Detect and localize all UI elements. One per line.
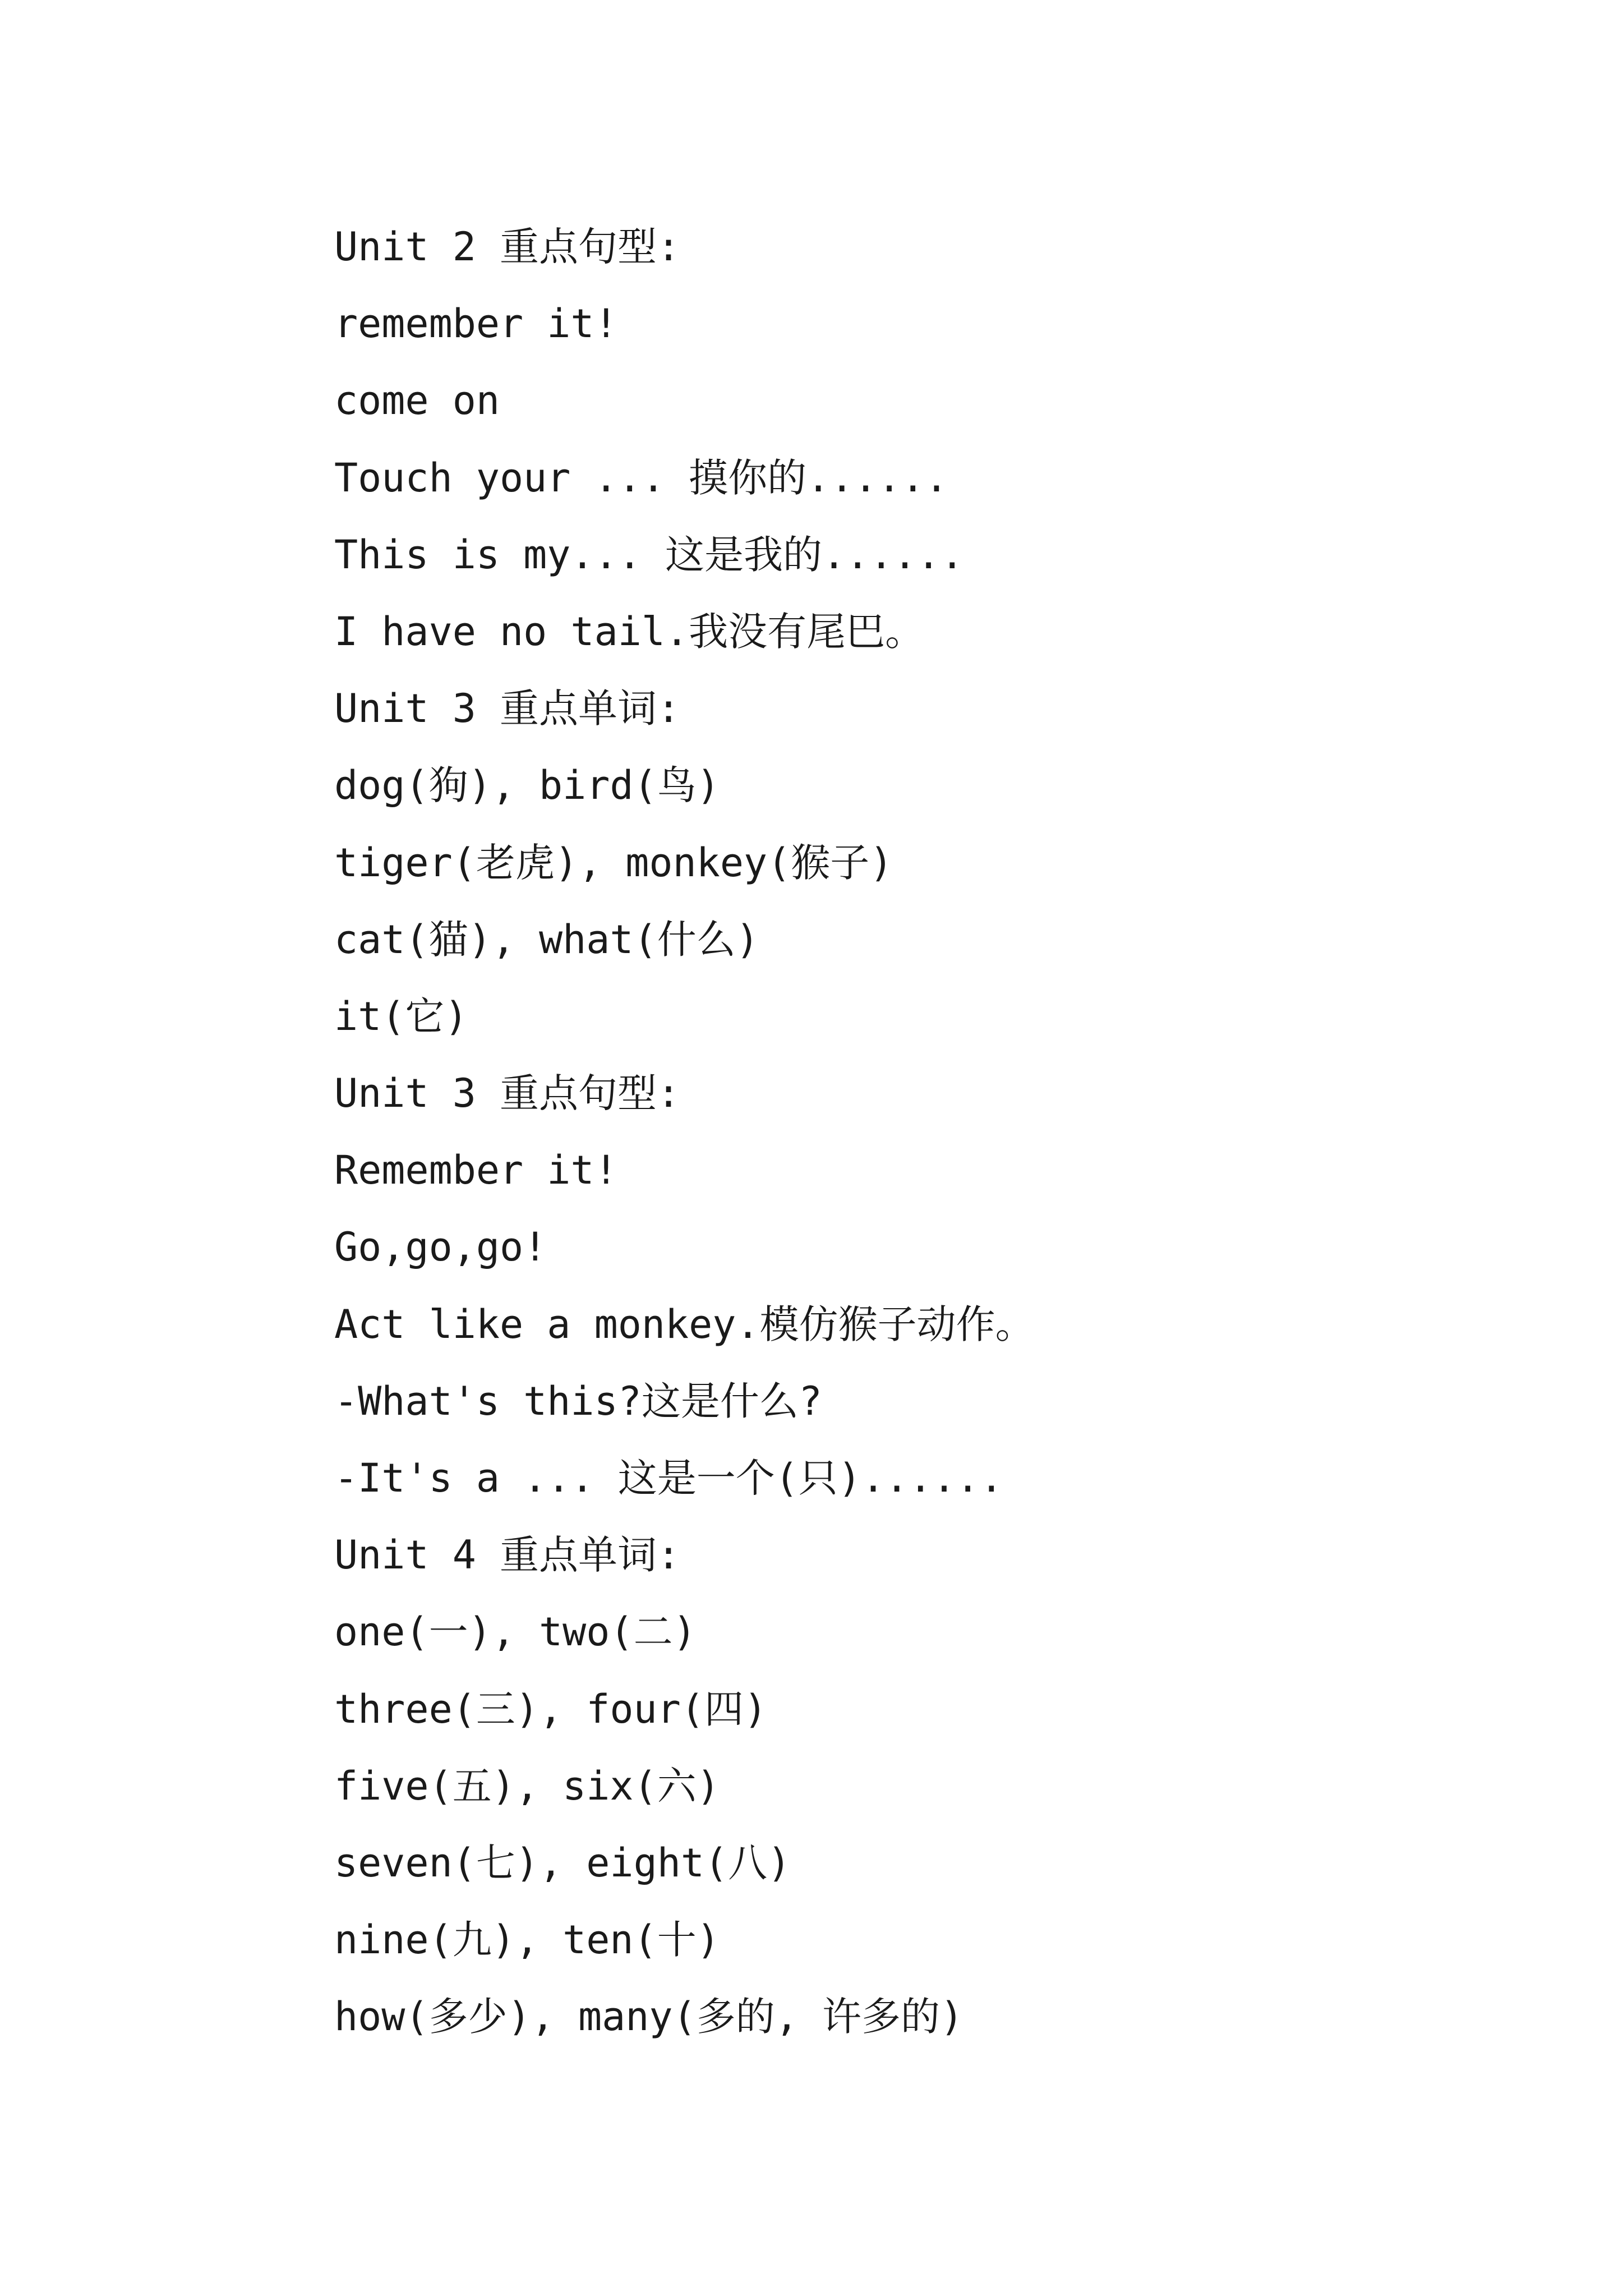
vocab-line: five(五), six(六) — [334, 1763, 720, 1809]
vocab-line: tiger(老虎), monkey(猴子) — [334, 839, 893, 886]
text-line: Act like a monkey.模仿猴子动作。 — [334, 1301, 1035, 1347]
vocab-line: dog(狗), bird(鸟) — [334, 762, 720, 809]
section-heading-unit4-words: Unit 4 重点单词: — [334, 1532, 681, 1579]
text-line: This is my... 这是我的...... — [334, 531, 964, 578]
vocab-line: nine(九), ten(十) — [334, 1917, 720, 1963]
text-line: Touch your ... 摸你的...... — [334, 454, 949, 501]
vocab-line: seven(七), eight(八) — [334, 1839, 791, 1886]
vocab-line: it(它) — [334, 993, 468, 1039]
text-line: Go,go,go! — [334, 1224, 547, 1271]
vocab-line: how(多少), many(多的, 许多的) — [334, 1994, 964, 2040]
vocab-line: cat(猫), what(什么) — [334, 916, 759, 963]
text-line: remember it! — [334, 301, 618, 347]
text-line: -It's a ... 这是一个(只)...... — [334, 1455, 1003, 1501]
text-line: come on — [334, 378, 500, 424]
vocab-line: one(一), two(二) — [334, 1609, 697, 1655]
section-heading-unit2-sentences: Unit 2 重点句型: — [334, 224, 681, 270]
text-line: I have no tail.我没有尾巴。 — [334, 608, 925, 655]
text-line: -What's this?这是什么? — [334, 1378, 823, 1424]
vocab-line: three(三), four(四) — [334, 1686, 768, 1732]
section-heading-unit3-sentences: Unit 3 重点句型: — [334, 1070, 681, 1117]
text-line: Remember it! — [334, 1147, 618, 1194]
section-heading-unit3-words: Unit 3 重点单词: — [334, 685, 681, 732]
document-body — [334, 209, 1512, 2056]
